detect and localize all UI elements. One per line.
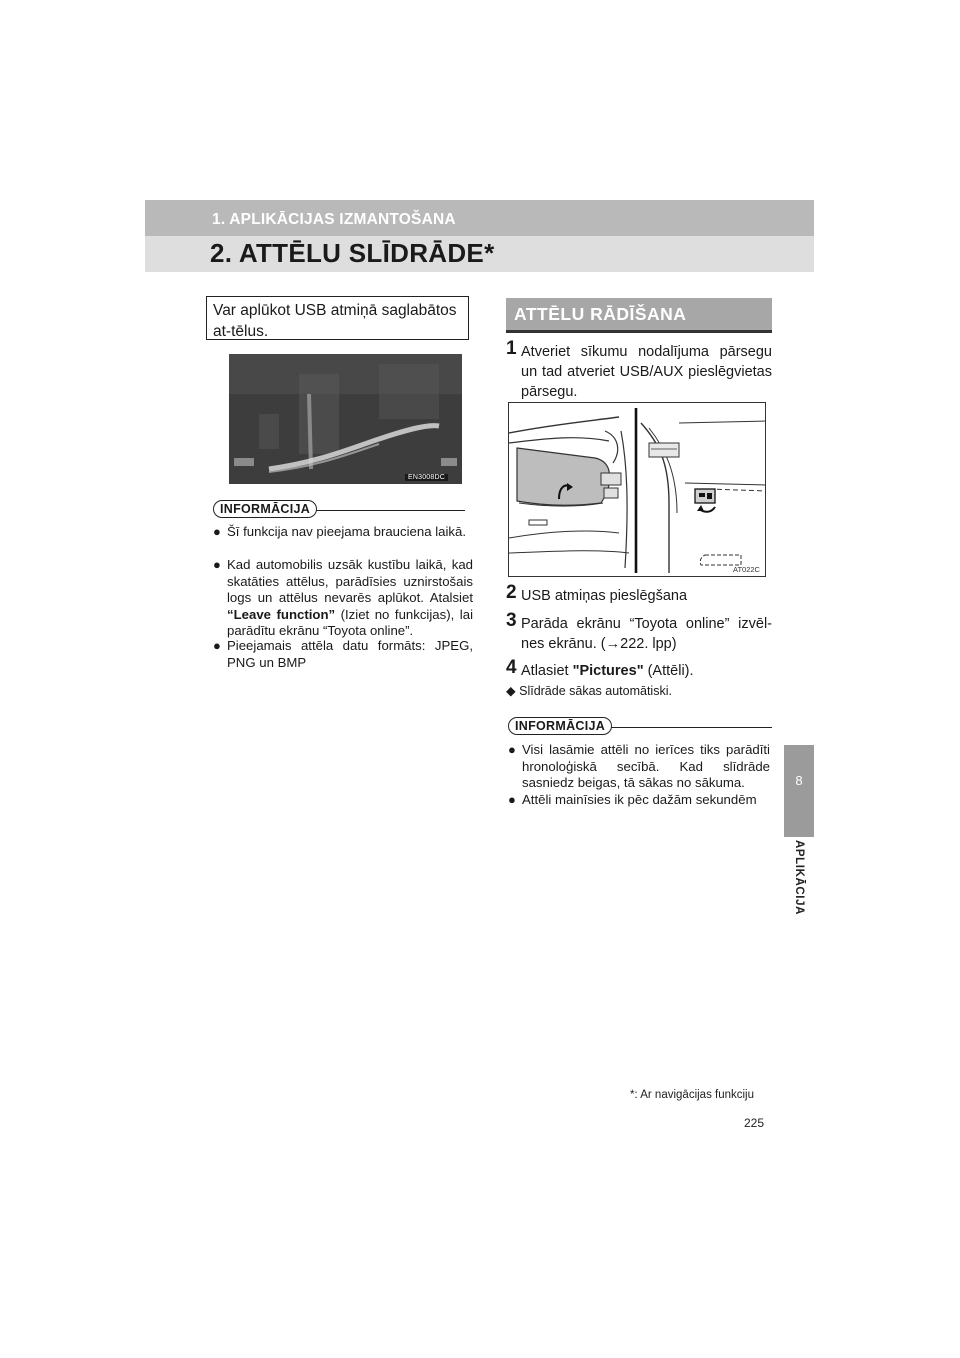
leave-function-label: “Leave function” — [227, 606, 336, 622]
glovebox-usb-illustration — [508, 402, 766, 577]
bullet-icon: ● — [508, 742, 516, 757]
info-item-text: Pieejamais attēla datu formāts: JPEG, PNG un BMP — [227, 638, 473, 670]
glovebox-usb-graphic — [509, 403, 766, 577]
page-number: 225 — [744, 1116, 765, 1130]
info-item-text: Visi lasāmie attēli no ierīces tiks parādīti hronoloģiskā secībā. Kad slīdrāde sasniedz beigas, tā sākas no sākuma. — [522, 742, 770, 790]
pictures-label: "Pictures" — [572, 663, 644, 679]
step-text: Parāda ekrānu “Toyota online” izvēl-nes ekrānu. (→222. lpp) — [521, 616, 772, 652]
bullet-icon: ● — [213, 557, 221, 572]
sub-bullet — [506, 683, 772, 699]
slideshow-screen-image — [229, 354, 462, 484]
bullet-icon: ● — [213, 524, 221, 539]
step-item — [506, 610, 772, 654]
info-item-text — [213, 557, 473, 640]
step-item — [506, 338, 772, 402]
info-item-text-part: (Iziet no funkcijas), lai parādītu ekrānu “Toyota online”. — [227, 606, 473, 638]
footnote: *: Ar navigācijas funkciju — [630, 1089, 755, 1101]
info-item-text: Šī funkcija nav pieejama brauciena laikā. — [227, 524, 466, 539]
chapter-tab — [784, 745, 814, 837]
image-code: EN3008DC — [405, 474, 448, 481]
slideshow-photo-graphic — [229, 354, 462, 484]
step-text: Atveriet sīkumu nodalījuma pārsegu un tad atveriet USB/AUX pieslēgvietas pārsegu. — [521, 344, 772, 400]
diamond-bullet-icon: ◆ — [506, 684, 516, 698]
step-text-part: (Attēli). — [643, 663, 694, 679]
info-item — [213, 638, 473, 671]
section-heading-text: ATTĒLU RĀDĪŠANA — [514, 304, 687, 324]
step-text: USB atmiņas pieslēgšana — [521, 588, 688, 604]
step-number: 1 — [506, 338, 517, 359]
chapter-header — [145, 200, 814, 236]
step-text-part: Atlasiet — [521, 663, 573, 679]
intro-box — [206, 296, 469, 340]
sub-bullet-text: Slīdrāde sākas automātiski. — [519, 684, 672, 698]
step-item — [506, 582, 772, 606]
step-item — [506, 657, 772, 681]
bullet-icon: ● — [508, 792, 516, 807]
step-number: 2 — [506, 582, 517, 603]
info-item-text: Attēli mainīsies ik pēc dažām sekundēm — [522, 792, 757, 807]
chapter-title: 1. APLIKĀCIJAS IZMANTOŠANA — [212, 211, 456, 228]
step-text — [506, 661, 772, 681]
info-item — [213, 557, 473, 640]
info-tag: INFORMĀCIJA — [508, 717, 612, 735]
info-item-text-part: Kad automobilis uzsāk kustību laikā, kad skatāties attēlus, parādīsies uznirstošais logs un attēlus nevarēs aplūkot. Atalsiet — [227, 557, 473, 605]
info-tag: INFORMĀCIJA — [213, 500, 317, 518]
chapter-tab-label-wrap — [784, 840, 814, 950]
section-header — [145, 236, 814, 272]
info-item — [213, 524, 473, 541]
intro-text: Var aplūkot USB atmiņā saglabātos at-tēlus. — [213, 302, 457, 340]
bullet-icon: ● — [213, 638, 221, 653]
step-number: 3 — [506, 610, 517, 631]
info-item — [508, 792, 770, 809]
chapter-tab-number: 8 — [795, 773, 803, 788]
chapter-tab-label: APLIKĀCIJA — [793, 840, 805, 916]
info-item — [508, 742, 770, 792]
section-heading — [506, 298, 772, 333]
step-number: 4 — [506, 657, 517, 678]
illustration-code: AT022C — [733, 565, 760, 574]
page-title: 2. ATTĒLU SLĪDRĀDE* — [210, 238, 495, 268]
